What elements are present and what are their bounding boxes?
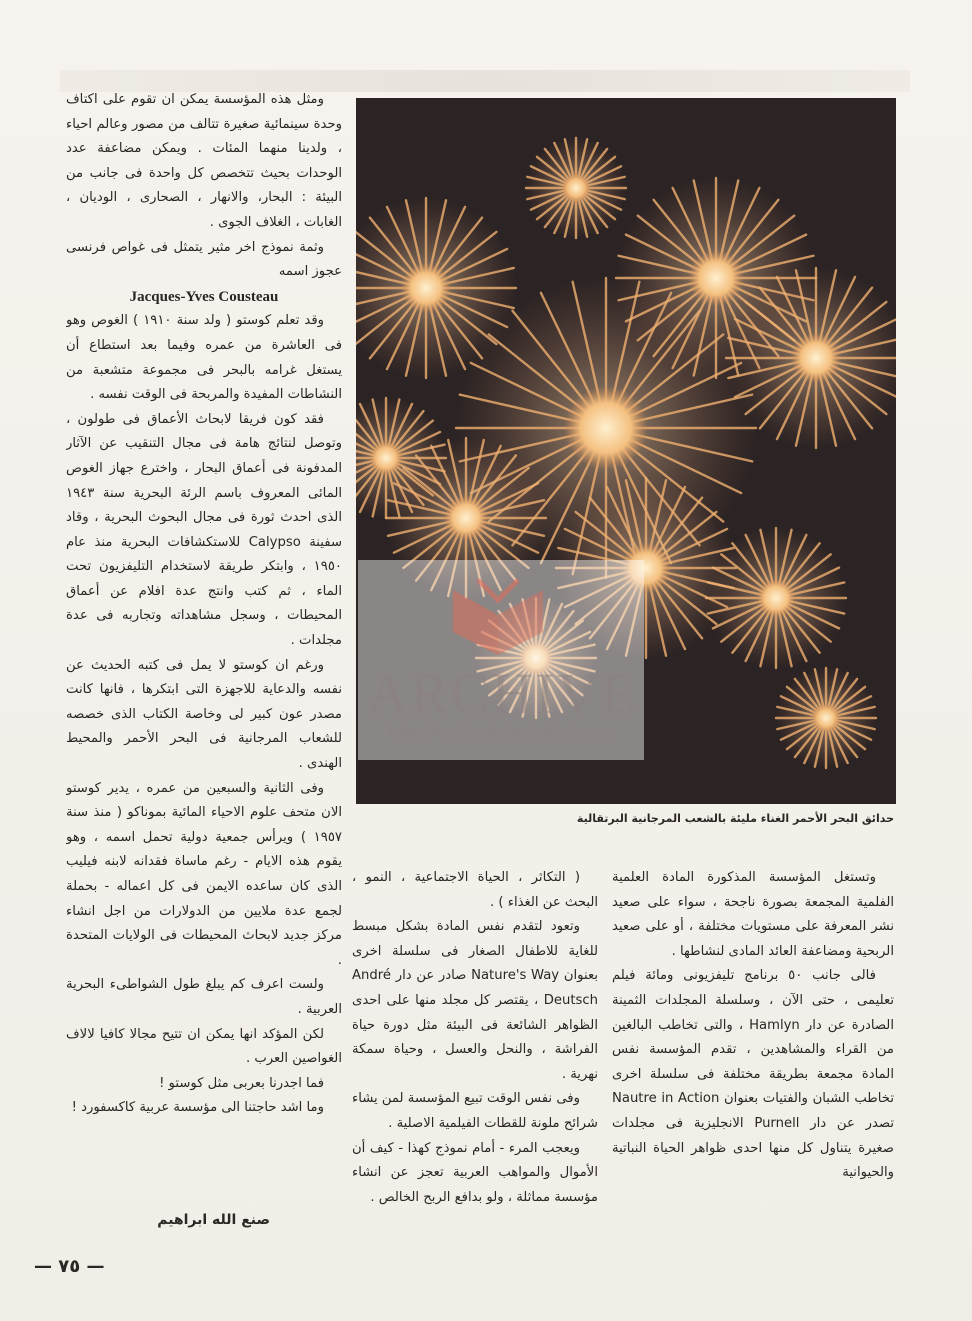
article-column-middle: [352, 866, 598, 1246]
paragraph: ( التكاثر ، الحياة الاجتماعية ، النمو ، البحث عن الغذاء ) .: [352, 870, 598, 910]
page-number: — ٧٥ —: [34, 1256, 105, 1277]
photo-caption: حدائق البحر الأحمر الغناء مليئة بالشعب المرجانية البرتقالية: [576, 812, 894, 825]
paragraph: وثمة نموذج اخر مثير يتمثل فى غواص فرنسى عجوز اسمه: [66, 239, 342, 280]
paragraph: ومثل هذه المؤسسة يمكن ان تقوم على اكتاف وحدة سينمائية صغيرة تتالف من مصور وعالم احياء ، ولدينا منهما المئات . ويمكن مضاعفة عدد الوحدات بحيث تتخصص كل واحدة فى جانب من البيئة : البحار، والانهار ، الصحارى ، الوديان ، الغابات ، الغلاف الجوى .: [66, 92, 342, 230]
paragraph: ورغم ان كوستو لا يمل فى كتبه الحديث عن نفسه والدعاية للاجهزة التى ابتكرها ، فانها كانت مصدر عون كبير لى وخاصة الكتاب الذى خصصه للشعاب المرجانية فى البحر الأحمر والمحيط الهندى .: [66, 657, 342, 772]
paragraph: ويعجب المرء - أمام نموذج كهذا - كيف أن الأموال والمواهب العربية تعجز عن انشاء مؤسسة مماثلة ، ولو بدافع الربح الخالص .: [352, 1140, 598, 1205]
paragraph: وما اشد حاجتنا الى مؤسسة عربية كاكسفورد !: [71, 1100, 324, 1116]
article-column-left: [66, 88, 342, 1198]
coral-illustration: [356, 98, 896, 804]
paragraph: وفى نفس الوقت تبيع المؤسسة لمن يشاء شرائح ملونة للقطات الفيلمية الاصلية .: [352, 1091, 598, 1131]
cousteau-name: Jacques-Yves Cousteau: [129, 288, 279, 305]
coral-photo: [356, 98, 896, 804]
author-signature: صنع الله ابراهيم: [157, 1212, 270, 1228]
article-column-right: [612, 866, 894, 1246]
paragraph: وفى الثانية والسبعين من عمره ، يدير كوستو الان متحف علوم الاحياء المائية بموناكو ( منذ سنة ١٩٥٧ ) ويرأس جمعية دولية تحمل اسمه ، وهو يقوم هذه الايام - رغم ماساة فقدانه لابنه فيليب الذى كان ساعده الايمن فى كل اعماله - بحملة لجمع عدة ملايين من الدولارات من اجل انشاء مركز جديد لابحاث المحيطات فى الولايات المتحدة .: [66, 780, 342, 968]
paragraph: وقد تعلم كوستو ( ولد سنة ١٩١٠ ) الغوص وهو فى العاشرة من عمره وفيما بعد استطاع أن يستغل غرامه بالبحر فى مجموعة متشعبة من النشاطات المفيدة والمربحة فى الوقت نفسه .: [66, 313, 342, 403]
paragraph: فقد كون فريقا لابحاث الأعماق فى طولون ، وتوصل لنتائج هامة فى مجال التنقيب عن الآثار المدفونة فى أعماق البحار ، واخترع جهاز الغوص المائى المعروف باسم الرئة البحرية سنة ١٩٤٣ الذى احدث ثورة فى مجال البحوث البحرية ، وقاد سفينة Calypso للاستكشافات البحرية منذ عام ١٩٥٠ ، وابتكر طريقة لاستخدام التليفزيون تحت الماء ، ثم كتب وانتج عدة افلام عن أعماق المحيطات ، وسجل مشاهداته وتجاربه فى عدة مجلدات .: [66, 411, 342, 649]
paragraph: وتستغل المؤسسة المذكورة المادة العلمية الفلمية المجمعة بصورة ناجحة ، سواء على صعيد نشر المعرفة على مستويات مختلفة ، أو على صعيد الربحية ومضاعفة العائد المادى لنشاطها .: [612, 870, 894, 959]
paragraph: فما اجدرنا بعربى مثل كوستو !: [159, 1075, 324, 1091]
paragraph: لكن المؤكد انها يمكن ان تتيح مجالا كافيا لالاف الغواصين العرب .: [66, 1026, 342, 1067]
watermark-text: ARCHIVE: [366, 661, 638, 726]
watermark-url: http://Archivebeta.Sakhrit.com: [388, 722, 616, 741]
paragraph: ولست اعرف كم يبلغ طول الشواطىء البحرية العربية .: [66, 977, 342, 1017]
paragraph: وتعود لتقدم نفس المادة بشكل مبسط للغاية للاطفال الصغار فى سلسلة اخرى بعنوان Nature's Way صادر عن دار André Deutsch ، يقتصر كل مجلد منها على احدى الظواهر الشائعة فى البيئة مثل دورة حياة الفراشة ، والنحل والعسل ، وحياة سمكة نهرية .: [352, 919, 598, 1082]
paragraph: فالى جانب ٥٠ برنامج تليفزيونى ومائة فيلم تعليمى ، حتى الآن ، وسلسلة المجلدات الثمينة الصادرة عن دار Hamlyn ، والتى تخاطب البالغين من القراء والمشاهدين ، تقدم المؤسسة نفس المادة مجمعة بطريقة مختلفة فى سلسلة اخرى تخاطب الشبان والفتيات بعنوان Nautre in Action تصدر عن دار Purnell الانجليزية فى مجلدات صغيرة يتناول كل منها احدى ظواهر الحياة النباتية والحيوانية: [612, 968, 894, 1181]
